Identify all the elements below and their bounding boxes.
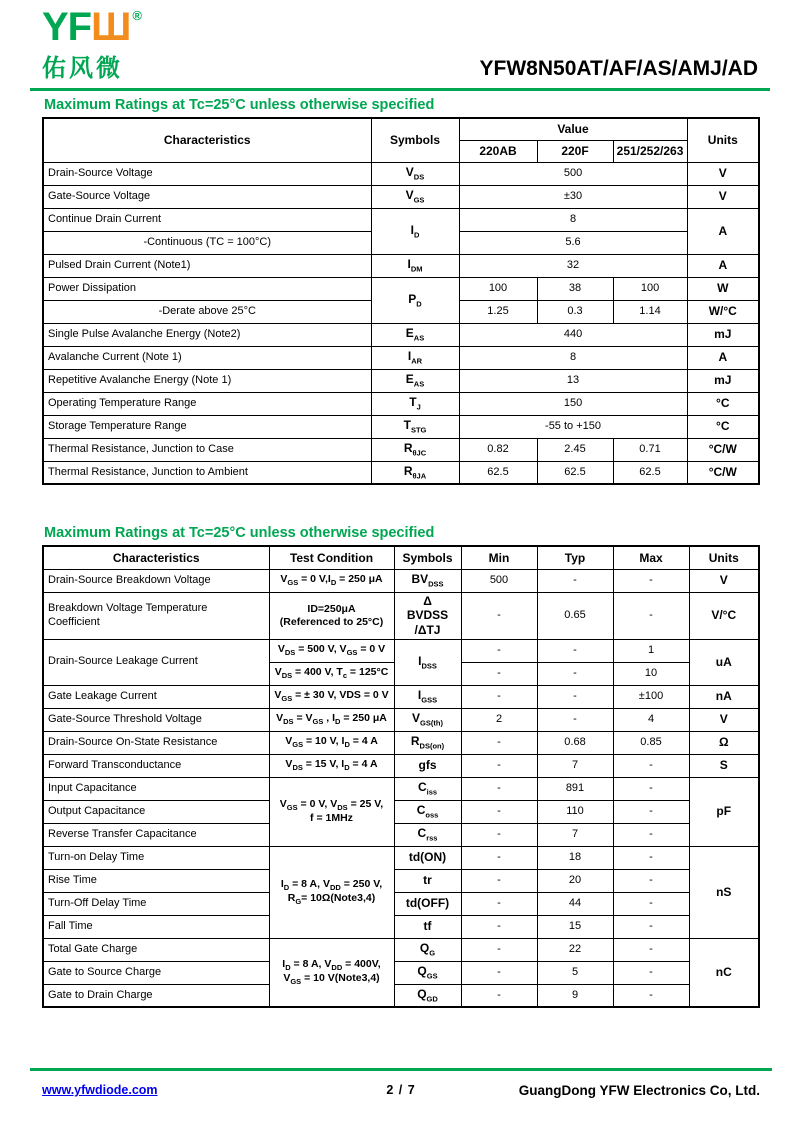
table-row bbox=[43, 569, 759, 592]
symbol-cell: tf bbox=[394, 915, 461, 938]
max-cell: - bbox=[613, 800, 689, 823]
table-row bbox=[43, 731, 759, 754]
table-row bbox=[43, 708, 759, 731]
characteristic-cell: Input Capacitance bbox=[43, 777, 269, 800]
typ-cell: 891 bbox=[537, 777, 613, 800]
section-spacer bbox=[42, 485, 758, 519]
min-cell: - bbox=[461, 731, 537, 754]
test-condition-cell: $V_{GS}$ = ± 30 V, VDS = 0 V bbox=[269, 685, 394, 708]
characteristic-cell: Turn-on Delay Time bbox=[43, 846, 269, 869]
table-row bbox=[43, 777, 759, 800]
unit-cell: mJ bbox=[687, 369, 759, 392]
symbol-cell: $T_J$ bbox=[371, 392, 459, 415]
page-number: 2 / 7 bbox=[386, 1083, 416, 1097]
max-cell: - bbox=[613, 938, 689, 961]
characteristic-cell: Rise Time bbox=[43, 869, 269, 892]
logo-w-glyph: Ш bbox=[91, 5, 131, 49]
table-row bbox=[43, 254, 759, 277]
characteristic-cell: -Continuous (TC = 100°C) bbox=[43, 231, 371, 254]
symbol-cell: $Q_G$ bbox=[394, 938, 461, 961]
table-row bbox=[43, 892, 759, 915]
unit-cell: °C/W bbox=[687, 461, 759, 484]
table-row bbox=[43, 208, 759, 231]
table-row bbox=[43, 162, 759, 185]
max-cell: - bbox=[613, 592, 689, 639]
max-cell: - bbox=[613, 823, 689, 846]
characteristic-cell: Storage Temperature Range bbox=[43, 415, 371, 438]
unit-cell: S bbox=[689, 754, 759, 777]
unit-cell: W/°C bbox=[687, 300, 759, 323]
table-row bbox=[43, 346, 759, 369]
column-header-units: Units bbox=[687, 118, 759, 162]
table-row bbox=[43, 369, 759, 392]
table-row bbox=[43, 846, 759, 869]
characteristic-cell: Power Dissipation bbox=[43, 277, 371, 300]
characteristic-cell: -Derate above 25°C bbox=[43, 300, 371, 323]
min-cell: - bbox=[461, 938, 537, 961]
max-cell: - bbox=[613, 869, 689, 892]
table-row bbox=[43, 800, 759, 823]
unit-cell: °C bbox=[687, 415, 759, 438]
value-cell: 500 bbox=[459, 162, 687, 185]
typ-cell: 7 bbox=[537, 754, 613, 777]
value-cell: 1.25 bbox=[459, 300, 537, 323]
typ-cell: 0.68 bbox=[537, 731, 613, 754]
test-condition-cell: $V_{DS} = V_{GS}$ , $I_D = 250$ μA bbox=[269, 708, 394, 731]
value-cell: 62.5 bbox=[537, 461, 613, 484]
max-cell: - bbox=[613, 569, 689, 592]
characteristic-cell: Gate-Source Voltage bbox=[43, 185, 371, 208]
company-name: GuangDong YFW Electronics Co, Ltd. bbox=[518, 1082, 761, 1098]
column-header-symbols: Symbols bbox=[371, 118, 459, 162]
value-cell: 150 bbox=[459, 392, 687, 415]
typ-cell: - bbox=[537, 639, 613, 662]
characteristic-cell: Reverse Transfer Capacitance bbox=[43, 823, 269, 846]
table-row bbox=[43, 961, 759, 984]
characteristic-cell: Fall Time bbox=[43, 915, 269, 938]
symbol-cell: $R_{DS(on)}$ bbox=[394, 731, 461, 754]
max-cell: - bbox=[613, 846, 689, 869]
characteristic-cell: Gate to Source Charge bbox=[43, 961, 269, 984]
table-header-row bbox=[43, 546, 759, 569]
table-row bbox=[43, 592, 759, 639]
characteristic-cell: Output Capacitance bbox=[43, 800, 269, 823]
characteristic-cell: Drain-Source Breakdown Voltage bbox=[43, 569, 269, 592]
symbol-cell: $BV_{DSS}$ bbox=[394, 569, 461, 592]
table-row bbox=[43, 685, 759, 708]
value-cell: 100 bbox=[613, 277, 687, 300]
characteristic-cell: Drain-Source Leakage Current bbox=[43, 639, 269, 685]
column-header-251-252-263: 251/252/263 bbox=[613, 140, 687, 162]
document-title: YFW8N50AT/AF/AS/AMJ/AD bbox=[479, 57, 758, 80]
symbol-cell: td(ON) bbox=[394, 846, 461, 869]
unit-cell: V bbox=[687, 185, 759, 208]
table-row bbox=[43, 461, 759, 484]
column-header-symbols: Symbols bbox=[394, 546, 461, 569]
symbol-cell: $R_{\theta JA}$ bbox=[371, 461, 459, 484]
min-cell: - bbox=[461, 915, 537, 938]
unit-cell: V bbox=[687, 162, 759, 185]
typ-cell: - bbox=[537, 662, 613, 685]
characteristic-cell: Pulsed Drain Current (Note1) bbox=[43, 254, 371, 277]
test-condition-cell: $V_{DS} = 500$ V, $V_{GS} = 0$ V bbox=[269, 639, 394, 662]
characteristic-cell: Avalanche Current (Note 1) bbox=[43, 346, 371, 369]
value-cell: 8 bbox=[459, 346, 687, 369]
typ-cell: 20 bbox=[537, 869, 613, 892]
min-cell: 500 bbox=[461, 569, 537, 592]
table-row bbox=[43, 915, 759, 938]
value-cell: ±30 bbox=[459, 185, 687, 208]
unit-cell: °C/W bbox=[687, 438, 759, 461]
characteristic-cell: Thermal Resistance, Junction to Case bbox=[43, 438, 371, 461]
min-cell: - bbox=[461, 639, 537, 662]
table-row bbox=[43, 185, 759, 208]
symbol-cell: $Q_{GS}$ bbox=[394, 961, 461, 984]
symbol-cell: $I_D$ bbox=[371, 208, 459, 254]
characteristic-cell: Total Gate Charge bbox=[43, 938, 269, 961]
max-cell: - bbox=[613, 961, 689, 984]
table-row bbox=[43, 754, 759, 777]
logo-chinese-text: 佑风微 bbox=[42, 55, 123, 82]
unit-cell: nS bbox=[689, 846, 759, 938]
symbol-cell: $V_{GS}$ bbox=[371, 185, 459, 208]
characteristic-cell: Forward Transconductance bbox=[43, 754, 269, 777]
value-cell: 32 bbox=[459, 254, 687, 277]
column-header-value: Value bbox=[459, 118, 687, 140]
table-row bbox=[43, 323, 759, 346]
test-condition-cell: $V_{GS} = 0$ V, $V_{DS} = 25$ V, f = 1MHz bbox=[269, 777, 394, 846]
min-cell: - bbox=[461, 823, 537, 846]
value-cell: 5.6 bbox=[459, 231, 687, 254]
test-condition-cell: $V_{DS} = 400$ V, $T_c = 125^\circ C$ bbox=[269, 662, 394, 685]
symbol-cell: $C_{oss}$ bbox=[394, 800, 461, 823]
characteristic-cell: Breakdown Voltage Temperature Coefficient bbox=[43, 592, 269, 639]
value-cell: -55 to +150 bbox=[459, 415, 687, 438]
symbol-cell: $V_{DS}$ bbox=[371, 162, 459, 185]
symbol-cell: $C_{rss}$ bbox=[394, 823, 461, 846]
table-row bbox=[43, 823, 759, 846]
test-condition-cell: $V_{GS} = 0$ $V,I_D = 250$ μA bbox=[269, 569, 394, 592]
symbol-cell: $E_{AS}$ bbox=[371, 369, 459, 392]
value-cell: 0.3 bbox=[537, 300, 613, 323]
symbol-cell: $R_{\theta JC}$ bbox=[371, 438, 459, 461]
symbol-cell: Δ BVDSS /ΔTJ bbox=[394, 592, 461, 639]
column-header-220ab: 220AB bbox=[459, 140, 537, 162]
value-cell: 8 bbox=[459, 208, 687, 231]
characteristic-cell: Single Pulse Avalanche Energy (Note2) bbox=[43, 323, 371, 346]
max-cell: - bbox=[613, 915, 689, 938]
characteristic-cell: Drain-Source Voltage bbox=[43, 162, 371, 185]
symbol-cell: $P_D$ bbox=[371, 277, 459, 323]
page-footer bbox=[30, 1068, 772, 1130]
value-cell: 38 bbox=[537, 277, 613, 300]
symbol-cell: $Q_{GD}$ bbox=[394, 984, 461, 1007]
typ-cell: 15 bbox=[537, 915, 613, 938]
unit-cell: V bbox=[689, 708, 759, 731]
unit-cell: Ω bbox=[689, 731, 759, 754]
column-header-test-condition: Test Condition bbox=[269, 546, 394, 569]
table-row bbox=[43, 392, 759, 415]
section-title-electrical: Maximum Ratings at Tc=25°C unless otherwise specified bbox=[44, 525, 435, 541]
typ-cell: 110 bbox=[537, 800, 613, 823]
min-cell: - bbox=[461, 754, 537, 777]
registered-trademark-icon: ® bbox=[132, 8, 142, 23]
max-cell: - bbox=[613, 777, 689, 800]
symbol-cell: $T_{STG}$ bbox=[371, 415, 459, 438]
min-cell: - bbox=[461, 846, 537, 869]
unit-cell: A bbox=[687, 208, 759, 254]
symbol-cell: $I_{DM}$ bbox=[371, 254, 459, 277]
value-cell: 62.5 bbox=[459, 461, 537, 484]
max-cell: 4 bbox=[613, 708, 689, 731]
column-header-220f: 220F bbox=[537, 140, 613, 162]
symbol-cell: gfs bbox=[394, 754, 461, 777]
column-header-min: Min bbox=[461, 546, 537, 569]
value-cell: 0.71 bbox=[613, 438, 687, 461]
value-cell: 13 bbox=[459, 369, 687, 392]
unit-cell: A bbox=[687, 346, 759, 369]
typ-cell: 0.65 bbox=[537, 592, 613, 639]
value-cell: 440 bbox=[459, 323, 687, 346]
typ-cell: 7 bbox=[537, 823, 613, 846]
table-row bbox=[43, 869, 759, 892]
test-condition-cell: $I_D = 8$ A, $V_{DD} = 400V$, $V_{GS} = 10$ V(Note3,4) bbox=[269, 938, 394, 1007]
typ-cell: 18 bbox=[537, 846, 613, 869]
test-condition-cell: ID=250μA (Referenced to 25°C) bbox=[269, 592, 394, 639]
page-header bbox=[42, 5, 758, 83]
min-cell: - bbox=[461, 984, 537, 1007]
column-header-max: Max bbox=[613, 546, 689, 569]
unit-cell: A bbox=[687, 254, 759, 277]
max-cell: ±100 bbox=[613, 685, 689, 708]
typ-cell: 9 bbox=[537, 984, 613, 1007]
typ-cell: 22 bbox=[537, 938, 613, 961]
max-cell: 0.85 bbox=[613, 731, 689, 754]
header-rule bbox=[30, 88, 770, 91]
symbol-cell: $I_{GSS}$ bbox=[394, 685, 461, 708]
website-link[interactable]: www.yfwdiode.com bbox=[42, 1083, 158, 1097]
section-title-abs-max: Maximum Ratings at Tc=25°C unless otherwise specified bbox=[44, 97, 435, 113]
table-row bbox=[43, 415, 759, 438]
min-cell: - bbox=[461, 592, 537, 639]
characteristic-cell: Drain-Source On-State Resistance bbox=[43, 731, 269, 754]
min-cell: - bbox=[461, 869, 537, 892]
table-row bbox=[43, 938, 759, 961]
characteristic-cell: Repetitive Avalanche Energy (Note 1) bbox=[43, 369, 371, 392]
max-cell: - bbox=[613, 754, 689, 777]
value-cell: 0.82 bbox=[459, 438, 537, 461]
max-cell: 10 bbox=[613, 662, 689, 685]
test-condition-cell: $V_{GS} = 10$ V, $I_D = 4$ A bbox=[269, 731, 394, 754]
max-cell: 1 bbox=[613, 639, 689, 662]
typ-cell: 5 bbox=[537, 961, 613, 984]
characteristic-cell: Thermal Resistance, Junction to Ambient bbox=[43, 461, 371, 484]
characteristic-cell: Gate-Source Threshold Voltage bbox=[43, 708, 269, 731]
column-header-characteristics: Characteristics bbox=[43, 118, 371, 162]
logo-wordmark bbox=[42, 5, 142, 49]
unit-cell: V/°C bbox=[689, 592, 759, 639]
min-cell: - bbox=[461, 800, 537, 823]
unit-cell: mJ bbox=[687, 323, 759, 346]
column-header-typ: Typ bbox=[537, 546, 613, 569]
min-cell: - bbox=[461, 662, 537, 685]
unit-cell: °C bbox=[687, 392, 759, 415]
symbol-cell: $E_{AS}$ bbox=[371, 323, 459, 346]
abs-max-table bbox=[42, 117, 760, 485]
unit-cell: uA bbox=[689, 639, 759, 685]
min-cell: - bbox=[461, 961, 537, 984]
min-cell: - bbox=[461, 685, 537, 708]
typ-cell: - bbox=[537, 708, 613, 731]
typ-cell: - bbox=[537, 685, 613, 708]
column-header-characteristics: Characteristics bbox=[43, 546, 269, 569]
symbol-cell: $I_{AR}$ bbox=[371, 346, 459, 369]
unit-cell: nA bbox=[689, 685, 759, 708]
symbol-cell: $I_{DSS}$ bbox=[394, 639, 461, 685]
typ-cell: 44 bbox=[537, 892, 613, 915]
max-cell: - bbox=[613, 892, 689, 915]
table-row bbox=[43, 438, 759, 461]
test-condition-cell: $I_D = 8$ A, $V_{DD} = 250$ V, $R_G=$ 10Ω(Note3,4) bbox=[269, 846, 394, 938]
characteristic-cell: Gate Leakage Current bbox=[43, 685, 269, 708]
unit-cell: W bbox=[687, 277, 759, 300]
typ-cell: - bbox=[537, 569, 613, 592]
symbol-cell: td(OFF) bbox=[394, 892, 461, 915]
value-cell: 1.14 bbox=[613, 300, 687, 323]
column-header-units: Units bbox=[689, 546, 759, 569]
symbol-cell: $V_{GS(th)}$ bbox=[394, 708, 461, 731]
yfw-logo bbox=[42, 5, 142, 83]
table-header-row bbox=[43, 118, 759, 140]
electrical-table bbox=[42, 545, 760, 1008]
value-cell: 100 bbox=[459, 277, 537, 300]
max-cell: - bbox=[613, 984, 689, 1007]
unit-cell: pF bbox=[689, 777, 759, 846]
table-row bbox=[43, 639, 759, 662]
min-cell: - bbox=[461, 892, 537, 915]
unit-cell: V bbox=[689, 569, 759, 592]
characteristic-cell: Operating Temperature Range bbox=[43, 392, 371, 415]
min-cell: 2 bbox=[461, 708, 537, 731]
value-cell: 62.5 bbox=[613, 461, 687, 484]
symbol-cell: $C_{iss}$ bbox=[394, 777, 461, 800]
characteristic-cell: Turn-Off Delay Time bbox=[43, 892, 269, 915]
min-cell: - bbox=[461, 777, 537, 800]
table-row bbox=[43, 984, 759, 1007]
characteristic-cell: Continue Drain Current bbox=[43, 208, 371, 231]
table-row bbox=[43, 277, 759, 300]
symbol-cell: tr bbox=[394, 869, 461, 892]
characteristic-cell: Gate to Drain Charge bbox=[43, 984, 269, 1007]
footer-rule bbox=[30, 1068, 772, 1071]
test-condition-cell: $V_{DS} = 15$ V, $I_D = 4$ A bbox=[269, 754, 394, 777]
logo-yf-text: YF bbox=[42, 5, 92, 49]
unit-cell: nC bbox=[689, 938, 759, 1007]
value-cell: 2.45 bbox=[537, 438, 613, 461]
